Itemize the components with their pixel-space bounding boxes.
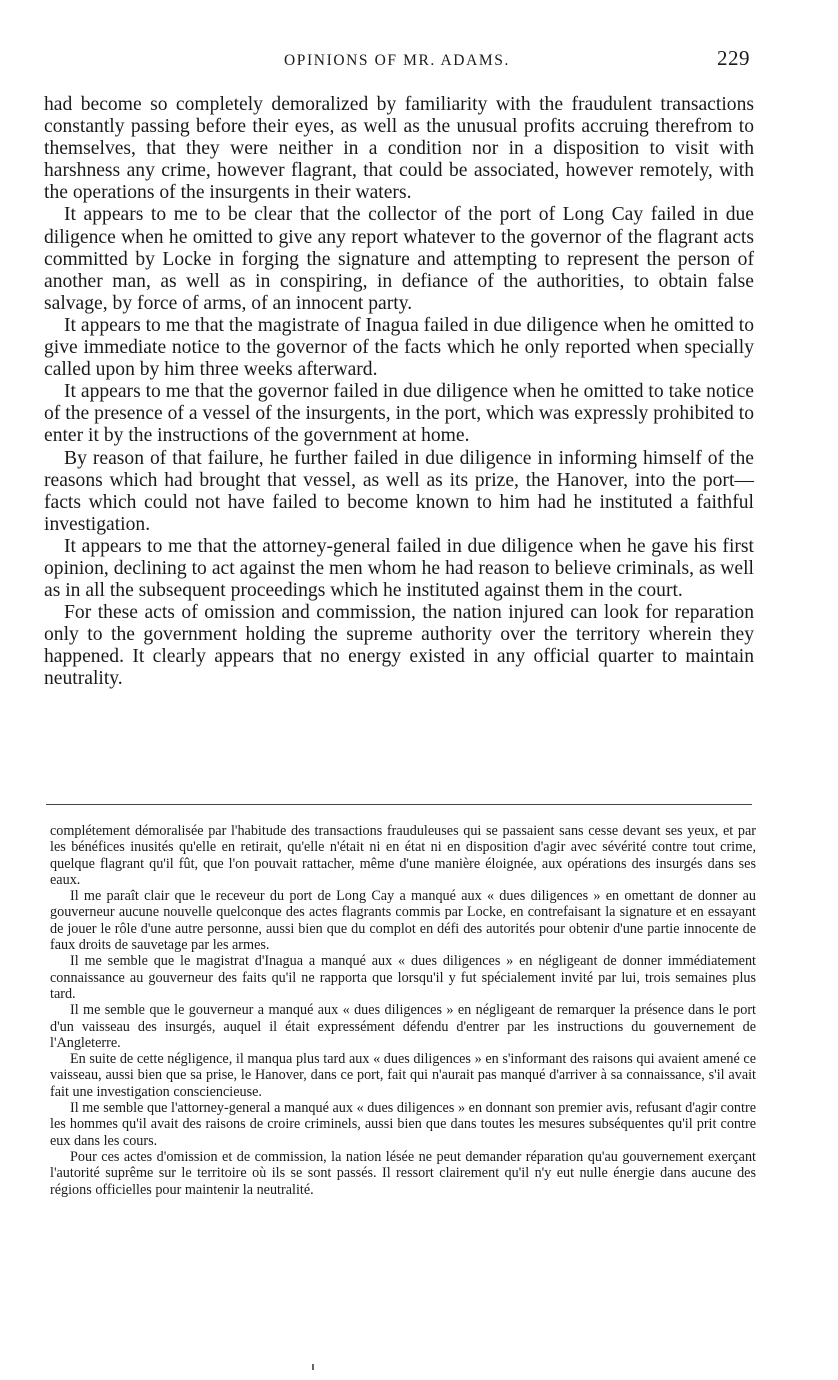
english-paragraph-6: It appears to me that the attorney-general failed in due diligence when he gave his first opinion, declining to act against the men whom he had reason to believe criminals, as well as in all the subsequent proceedings which he instituted against them in the court. <box>44 535 754 602</box>
french-text-block <box>50 823 756 1198</box>
running-head <box>44 46 750 76</box>
english-paragraph-3: It appears to me that the magistrate of Inagua failed in due diligence when he omitted to give immediate notice to the governor of the facts which he only reported when specially called upon by him three weeks afterward. <box>44 314 754 381</box>
print-speck <box>312 1364 314 1370</box>
french-paragraph-2: Il me paraît clair que le receveur du port de Long Cay a manqué aux « dues diligences » en omettant de donner au gouverneur aucune nouvelle quelconque des actes flagrants commis par Locke, en contrefaisant la signature et en essayant de jouer le rôle d'une autre personne, aussi bien que du complot en défi des autorités pour obtenir d'une partie innocente de faux droits de sauvetage par les armes. <box>50 888 756 954</box>
french-paragraph-7: Pour ces actes d'omission et de commission, la nation lésée ne peut demander réparation qu'au gouvernement exerçant l'autorité suprême sur le territoire où ils se sont passés. Il ressort clairement qu'il n'y eut nulle énergie dans aucune des régions officielles pour maintenir la neutralité. <box>50 1148 756 1198</box>
french-paragraph-5: En suite de cette négligence, il manqua plus tard aux « dues diligences » en s'informant des raisons qui avaient amené ce vaisseau, aussi bien que sa prise, le Hanover, dans ce port, fait qui n'aurait pas manqué d'arriver à sa connaissance, s'il avait fait une investigation consciencieuse. <box>50 1051 756 1100</box>
french-paragraph-4: Il me semble que le gouverneur a manqué aux « dues diligences » en négligeant de remarquer la présence dans le port d'un vaisseau des insurgés, auquel il était expressément défendu d'entrer par les instructions du gouvernement de l'Angleterre. <box>50 1002 756 1051</box>
french-paragraph-1: complétement démoralisée par l'habitude des transactions frauduleuses qui se passaient sans cesse devant ses yeux, et par les bénéfices inusités qu'elle en retirait, qu'elle n'était ni en état ni en disposition d'agir avec sévérité contre tout crime, quelque flagrant qu'il fût, que l'on pouvait rattacher, même d'une manière éloignée, aux opérations des insurgés dans ses eaux. <box>50 823 756 888</box>
english-paragraph-7: For these acts of omission and commission, the nation injured can look for reparation only to the government holding the supreme authority over the territory wherein they happened. It clearly appears that no energy existed in any official quarter to maintain neutrality. <box>44 602 754 690</box>
section-divider <box>46 804 752 805</box>
page-number: 229 <box>717 46 750 70</box>
english-paragraph-1: had become so completely demoralized by familiarity with the fraudulent transactions constantly passing before their eyes, as well as the unusual profits accruing therefrom to themselves, that they were neither in a condition nor in a disposition to visit with harshness any crime, however flagrant, that could be associated, however remotely, with the operations of the insurgents in their waters. <box>44 94 754 204</box>
english-paragraph-2: It appears to me to be clear that the collector of the port of Long Cay failed in due diligence when he omitted to give any report whatever to the governor of the flagrant acts committed by Locke in forging the signature and attempting to represent the person of another man, as well as in conspiring, in defiance of the authorities, to obtain false salvage, by force of arms, of an innocent party. <box>44 204 754 314</box>
running-title: OPINIONS OF MR. ADAMS. <box>284 52 510 69</box>
english-text-block <box>44 94 754 691</box>
english-paragraph-5: By reason of that failure, he further failed in due diligence in informing himself of the reasons which had brought that vessel, as well as its prize, the Hanover, into the port—facts which could not have failed to become known to him had he instituted a faithful investigation. <box>44 447 754 535</box>
french-paragraph-6: Il me semble que l'attorney-general a manqué aux « dues diligences » en donnant son premier avis, refusant d'agir contre les hommes qu'il avait des raisons de croire criminels, aussi bien que dans toutes les mesures subséquentes qu'il prit contre eux dans les cours. <box>50 1100 756 1149</box>
french-paragraph-3: Il me semble que le magistrat d'Inagua a manqué aux « dues diligences » en négligeant de donner immédiatement connaissance au gouverneur des faits qu'il ne rapporta que lorsqu'il y fut spécialement invité par lui, trois semaines plus tard. <box>50 953 756 1002</box>
english-paragraph-4: It appears to me that the governor failed in due diligence when he omitted to take notice of the presence of a vessel of the insurgents, in the port, which was expressly prohibited to enter it by the instructions of the government at home. <box>44 381 754 447</box>
